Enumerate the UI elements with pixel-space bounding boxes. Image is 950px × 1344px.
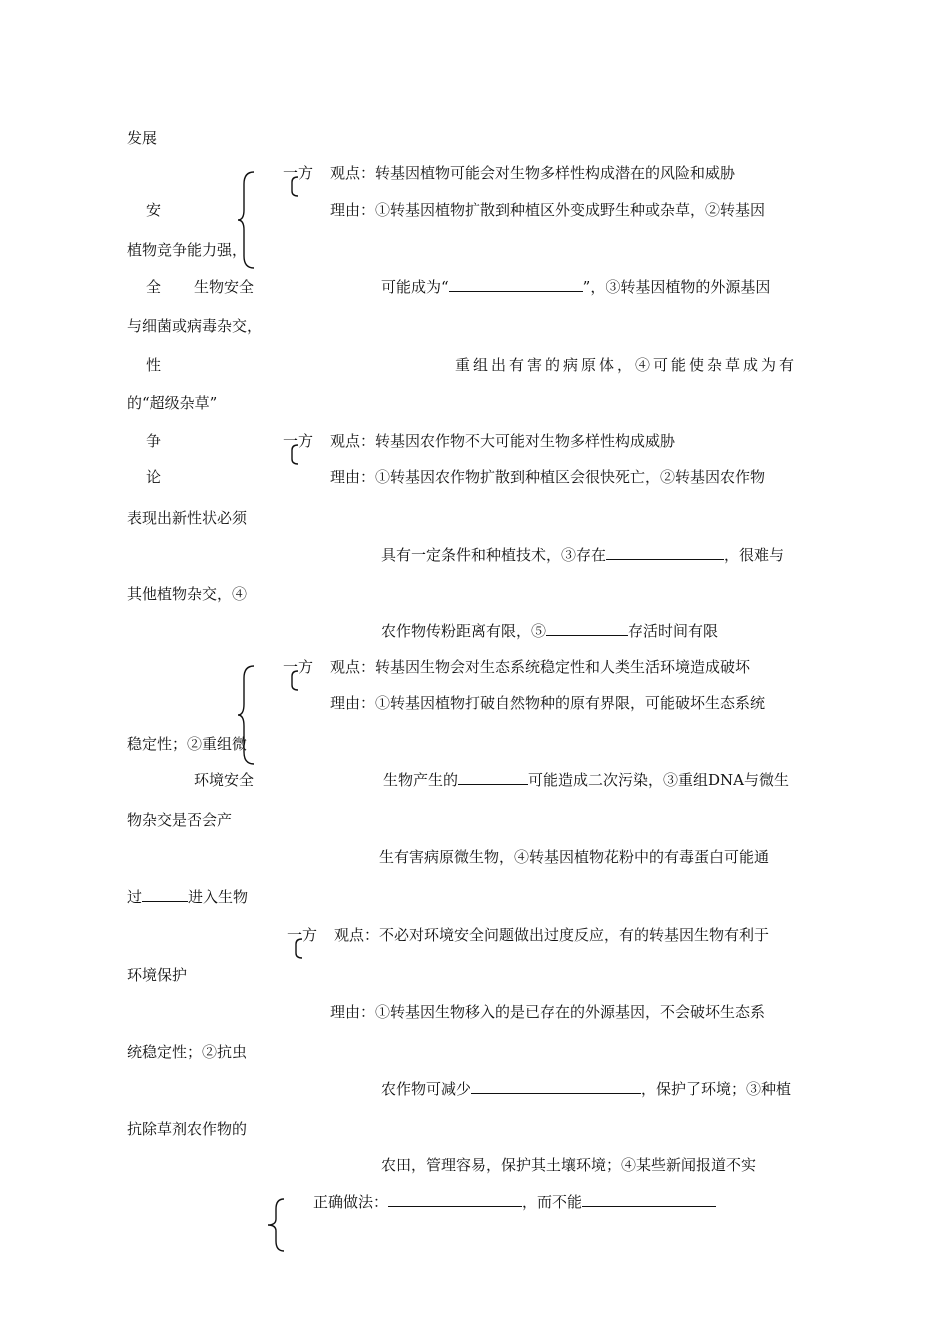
fill-blank-8[interactable] [582, 1192, 716, 1207]
side-one-label: 一方 [283, 164, 314, 182]
label-zheng: 争 [146, 432, 162, 450]
reason-4-line-3: 农田，管理容易，保护其土壤环境；④某些新闻报道不实 [381, 1156, 757, 1174]
label-an: 安 [146, 201, 162, 219]
reason-2-line-2: 具有一定条件和种植技术，③存在 ，很难与 [381, 546, 785, 564]
fill-blank-1[interactable] [449, 277, 583, 292]
viewpoint-3: 观点：转基因生物会对生态系统稳定性和人类生活环境造成破坏 [330, 658, 751, 676]
bracket-correct-approach [268, 1197, 288, 1253]
label-biosafety: 生物安全 [194, 278, 255, 296]
side-four-label: 一方 [287, 926, 318, 944]
reason-3-line-3: 生有害病原微生物，④转基因植物花粉中的有毒蛋白可能通 [379, 848, 770, 866]
reason-1-wrap-1: 植物竞争能力强， [127, 241, 248, 259]
side-three-label: 一方 [283, 658, 314, 676]
fill-blank-7[interactable] [388, 1192, 522, 1207]
reason-2-line-1: 理由：①转基因农作物扩散到种植区会很快死亡，②转基因农作物 [330, 468, 766, 486]
reason-2-wrap-2: 其他植物杂交，④ [127, 585, 248, 603]
reason-4-line-1: 理由：①转基因生物移入的是已存在的外源基因，不会破坏生态系 [330, 1003, 766, 1021]
reason-3-line-2: 生物产生的 可能造成二次污染，③重组DNA与微生 [383, 771, 790, 789]
fill-blank-4[interactable] [458, 770, 528, 785]
reason-3-line-1: 理由：①转基因植物打破自然物种的原有界限，可能破坏生态系统 [330, 694, 766, 712]
fill-blank-6[interactable] [471, 1079, 641, 1094]
reason-3-wrap-3: 过 进入生物 [127, 888, 249, 906]
reason-3-wrap-1: 稳定性；②重组微 [127, 735, 248, 753]
reason-4-line-2: 农作物可减少 ，保护了环境；③种植 [381, 1080, 792, 1098]
reason-4-wrap-2: 抗除草剂农作物的 [127, 1120, 248, 1138]
label-environment-safety: 环境安全 [194, 771, 255, 789]
reason-1-wrap-3: 的“超级杂草” [127, 394, 218, 412]
reason-1-wrap-2: 与细菌或病毒杂交， [127, 317, 263, 335]
reason-3-wrap-2: 物杂交是否会产 [127, 811, 233, 829]
label-xing: 性 [146, 356, 162, 374]
reason-2-line-3: 农作物传粉距离有限，⑤ 存活时间有限 [381, 622, 719, 640]
reason-1-line-1: 理由：①转基因植物扩散到种植区外变成野生种或杂草，②转基因 [330, 201, 766, 219]
label-lun: 论 [146, 468, 162, 486]
viewpoint-4: 观点：不必对环境安全问题做出过度反应，有的转基因生物有利于 [334, 926, 770, 944]
reason-2-wrap-1: 表现出新性状必须 [127, 509, 248, 527]
label-quan: 全 [146, 278, 162, 296]
reason-1-line-2: 可能成为“ ”，③转基因植物的外源基因 [381, 278, 771, 296]
label-development: 发展 [127, 129, 158, 147]
fill-blank-2[interactable] [606, 545, 724, 560]
viewpoint-4-wrap: 环境保护 [127, 966, 188, 984]
viewpoint-2: 观点：转基因农作物不大可能对生物多样性构成威胁 [330, 432, 676, 450]
side-two-label: 一方 [283, 432, 314, 450]
viewpoint-1: 观点：转基因植物可能会对生物多样性构成潜在的风险和威胁 [330, 164, 736, 182]
fill-blank-5[interactable] [142, 887, 188, 902]
fill-blank-3[interactable] [546, 621, 628, 636]
reason-1-line-3: 重组出有害的病原体，④可能使杂草成为有 [455, 356, 798, 374]
reason-4-wrap-1: 统稳定性；②抗虫 [127, 1043, 248, 1061]
correct-approach-line: 正确做法： ，而不能 [313, 1192, 716, 1212]
